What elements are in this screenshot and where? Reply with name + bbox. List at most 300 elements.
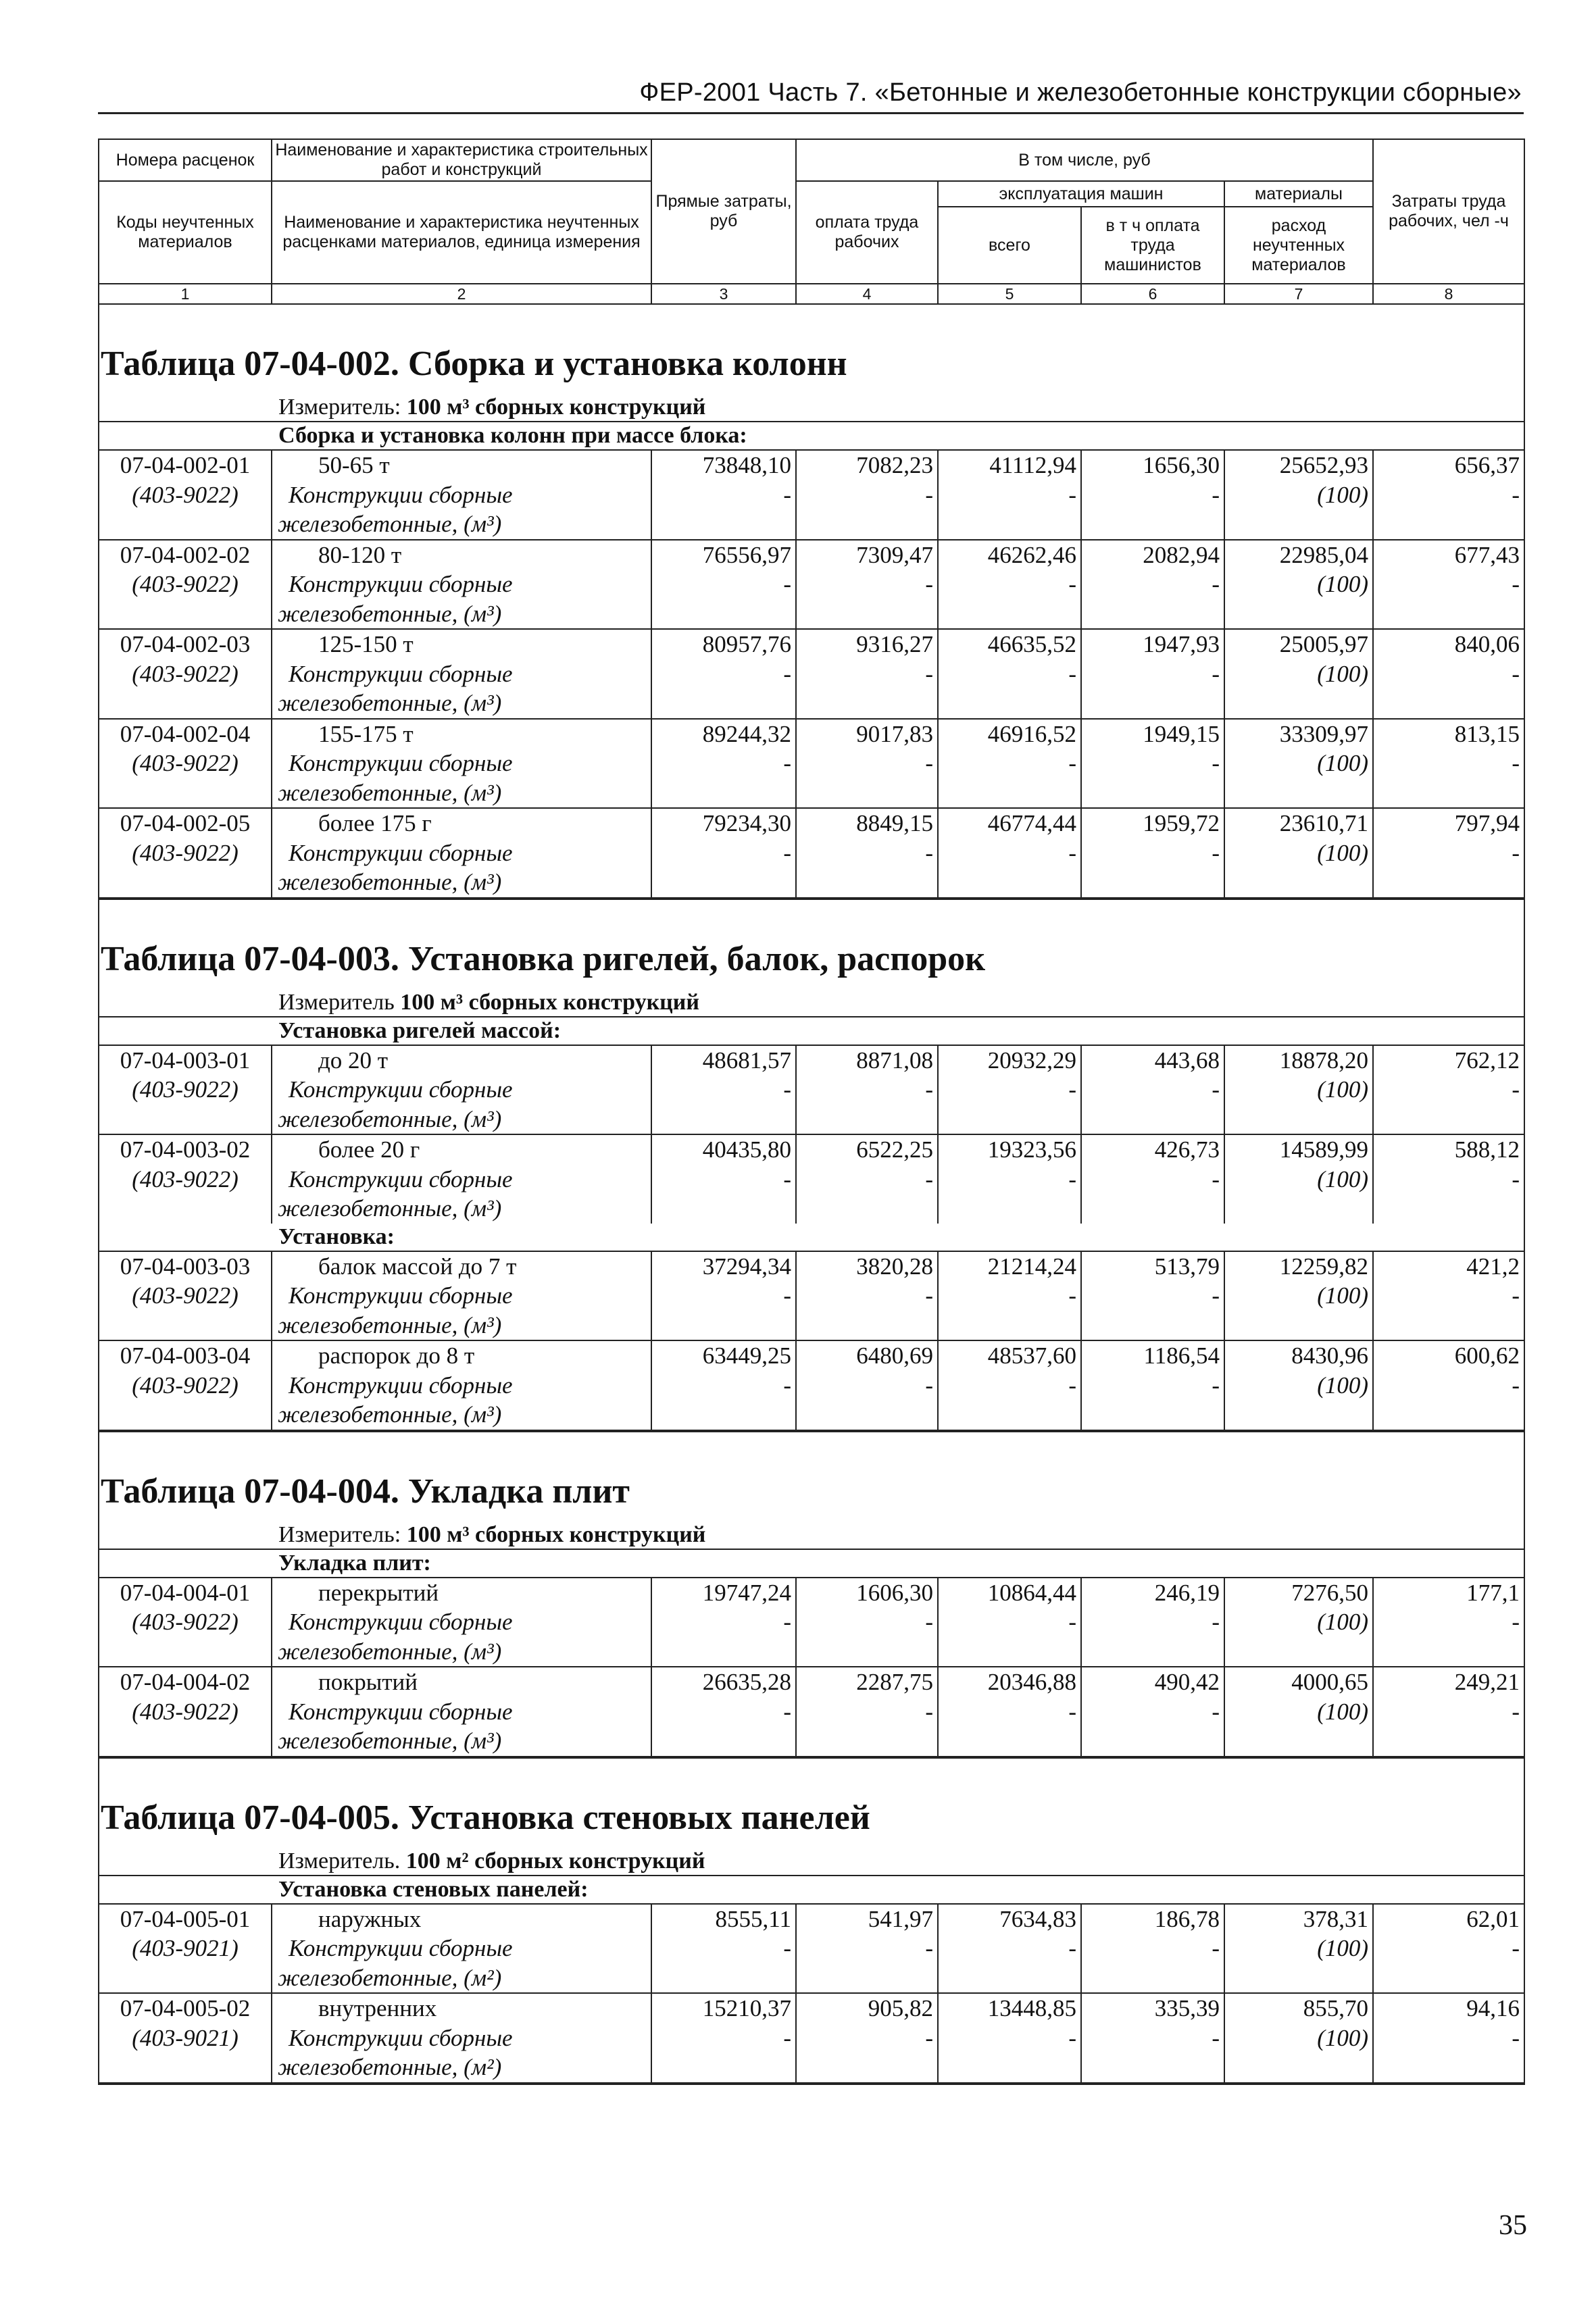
measure-unit <box>99 989 1524 1017</box>
material-code: (403-9022) <box>99 749 272 778</box>
page-number: 35 <box>1499 2210 1527 2241</box>
header-number-5: 5 <box>938 284 1081 304</box>
dash: - <box>1373 1697 1524 1727</box>
subheader: Установка стеновых панелей: <box>99 1876 1524 1904</box>
header-labor-pay: оплата труда рабочих <box>796 181 938 284</box>
dash: - <box>796 1697 938 1727</box>
material-qty: (100) <box>1224 480 1373 510</box>
value-materials: 4000,65 <box>1224 1667 1373 1697</box>
material-code: (403-9022) <box>99 659 272 689</box>
table-title: Таблица 07-04-004. Укладка плит <box>99 1432 1524 1521</box>
value-materials: 22985,04 <box>1224 540 1373 570</box>
value-mach: 46262,46 <box>938 540 1081 570</box>
rate-code: 07-04-002-04 <box>99 719 272 749</box>
table-title: Таблица 07-04-002. Сборка и установка колонн <box>99 304 1524 394</box>
material-unit-text: железобетонные, (м²) <box>278 2054 502 2080</box>
header-machines: эксплуатация машин <box>938 181 1224 207</box>
dash: - <box>1081 570 1224 599</box>
table-row <box>99 450 1524 480</box>
dash: - <box>1373 1607 1524 1637</box>
table-row <box>99 1045 1524 1076</box>
dash: - <box>1081 1697 1224 1727</box>
material-name <box>272 838 651 868</box>
material-qty: (100) <box>1224 1607 1373 1637</box>
material-qty: (100) <box>1224 838 1373 868</box>
material-unit-text: железобетонные, (м³) <box>278 1311 502 1338</box>
dash: - <box>938 480 1081 510</box>
dash: - <box>651 1281 796 1311</box>
header-number-3: 3 <box>651 284 796 304</box>
work-name <box>272 1340 651 1371</box>
material-name-cont <box>272 2053 651 2083</box>
dash: - <box>651 838 796 868</box>
value-mach-labor: 1959,72 <box>1081 808 1224 838</box>
value-mach: 48537,60 <box>938 1340 1081 1371</box>
material-code: (403-9022) <box>99 838 272 868</box>
dash: - <box>796 1934 938 1963</box>
material-unit-text: железобетонные, (м³) <box>278 1638 502 1665</box>
value-direct: 8555,11 <box>651 1904 796 1934</box>
value-mach-labor: 246,19 <box>1081 1578 1224 1608</box>
rate-code: 07-04-003-01 <box>99 1045 272 1076</box>
dash: - <box>651 1165 796 1194</box>
dash: - <box>796 1607 938 1637</box>
value-labor: 9316,27 <box>796 629 938 659</box>
value-hours: 62,01 <box>1373 1904 1524 1934</box>
header-rule <box>98 112 1524 114</box>
material-unit-text: железобетонные, (м³) <box>278 779 502 806</box>
dash: - <box>651 2023 796 2053</box>
value-materials: 12259,82 <box>1224 1251 1373 1282</box>
rate-code: 07-04-002-02 <box>99 540 272 570</box>
dash: - <box>938 1165 1081 1194</box>
table-row <box>99 540 1524 570</box>
work-name-text: 80-120 т <box>318 541 402 568</box>
work-name <box>272 629 651 659</box>
rate-code: 07-04-003-02 <box>99 1134 272 1165</box>
value-mach-labor: 335,39 <box>1081 1993 1224 2023</box>
material-code: (403-9022) <box>99 480 272 510</box>
value-hours: 840,06 <box>1373 629 1524 659</box>
material-unit-text: железобетонные, (м³) <box>278 1105 502 1132</box>
header-number-4: 4 <box>796 284 938 304</box>
work-name <box>272 1134 651 1165</box>
table-row <box>99 1134 1524 1165</box>
material-qty: (100) <box>1224 1697 1373 1727</box>
dash: - <box>651 570 796 599</box>
work-name-text: наружных <box>318 1905 422 1932</box>
dash: - <box>796 659 938 689</box>
value-mach: 21214,24 <box>938 1251 1081 1282</box>
work-name-text: 125-150 т <box>318 631 414 657</box>
value-materials: 855,70 <box>1224 1993 1373 2023</box>
value-labor: 541,97 <box>796 1904 938 1934</box>
work-name-text: более 175 г <box>318 810 432 836</box>
material-name-text: Конструкции сборные <box>289 571 513 597</box>
dash: - <box>938 1697 1081 1727</box>
rate-code: 07-04-004-01 <box>99 1578 272 1608</box>
material-name <box>272 1371 651 1401</box>
material-code: (403-9022) <box>99 1371 272 1401</box>
material-name-text: Конструкции сборные <box>289 1165 513 1192</box>
material-code: (403-9022) <box>99 1165 272 1194</box>
value-labor: 7082,23 <box>796 450 938 480</box>
material-name-cont <box>272 1194 651 1224</box>
value-mach: 46635,52 <box>938 629 1081 659</box>
material-name <box>272 1075 651 1105</box>
dash: - <box>1081 659 1224 689</box>
dash: - <box>1373 838 1524 868</box>
dash: - <box>651 1607 796 1637</box>
value-hours: 762,12 <box>1373 1045 1524 1076</box>
material-code: (403-9022) <box>99 1075 272 1105</box>
work-name-text: покрытий <box>318 1669 418 1695</box>
dash: - <box>938 570 1081 599</box>
value-materials: 33309,97 <box>1224 719 1373 749</box>
value-hours: 588,12 <box>1373 1134 1524 1165</box>
material-unit-text: железобетонные, (м³) <box>278 1728 502 1754</box>
material-name-cont <box>272 1726 651 1757</box>
rate-code: 07-04-002-05 <box>99 808 272 838</box>
material-qty: (100) <box>1224 1165 1373 1194</box>
material-qty: (100) <box>1224 659 1373 689</box>
material-name-text: Конструкции сборные <box>289 1372 513 1399</box>
work-name-text: более 20 г <box>318 1136 420 1163</box>
dash: - <box>938 1075 1081 1105</box>
subheader: Укладка плит: <box>99 1549 1524 1578</box>
dash: - <box>1081 1075 1224 1105</box>
header-number-6: 6 <box>1081 284 1224 304</box>
work-name-text: перекрытий <box>318 1579 439 1606</box>
dash: - <box>1081 1165 1224 1194</box>
measure-label: Измеритель. <box>278 1848 401 1873</box>
work-name-text: 50-65 т <box>318 452 390 478</box>
value-mach: 7634,83 <box>938 1904 1081 1934</box>
value-labor: 9017,83 <box>796 719 938 749</box>
subheader: Сборка и установка колонн при массе блока: <box>99 422 1524 450</box>
measure-value: 100 м³ сборных конструкций <box>400 989 699 1015</box>
header-number-1: 1 <box>99 284 272 304</box>
material-name-text: Конструкции сборные <box>289 1076 513 1103</box>
material-name-cont <box>272 1311 651 1341</box>
material-code: (403-9022) <box>99 570 272 599</box>
dash: - <box>938 1371 1081 1401</box>
dash: - <box>1373 1934 1524 1963</box>
work-name <box>272 540 651 570</box>
value-mach-labor: 186,78 <box>1081 1904 1224 1934</box>
header-number-7: 7 <box>1224 284 1373 304</box>
dash: - <box>1373 1371 1524 1401</box>
value-mach-labor: 1186,54 <box>1081 1340 1224 1371</box>
material-unit-text: железобетонные, (м³) <box>278 690 502 716</box>
header-col1-top: Номера расценок <box>99 139 272 181</box>
dash: - <box>651 480 796 510</box>
material-name <box>272 1607 651 1637</box>
value-mach-labor: 1656,30 <box>1081 450 1224 480</box>
work-name <box>272 450 651 480</box>
table-title: Таблица 07-04-003. Установка ригелей, балок, распорок <box>99 899 1524 989</box>
header-number-8: 8 <box>1373 284 1524 304</box>
material-name <box>272 1281 651 1311</box>
dash: - <box>796 838 938 868</box>
value-direct: 79234,30 <box>651 808 796 838</box>
table-row <box>99 1904 1524 1934</box>
value-hours: 677,43 <box>1373 540 1524 570</box>
dash: - <box>938 1281 1081 1311</box>
material-qty: (100) <box>1224 749 1373 778</box>
material-name-text: Конструкции сборные <box>289 1935 513 1961</box>
value-mach-labor: 1947,93 <box>1081 629 1224 659</box>
work-name <box>272 808 651 838</box>
value-direct: 15210,37 <box>651 1993 796 2023</box>
value-direct: 40435,80 <box>651 1134 796 1165</box>
rates-table <box>98 139 1525 2085</box>
work-name-text: балок массой до 7 т <box>318 1253 517 1280</box>
value-direct: 48681,57 <box>651 1045 796 1076</box>
measure-unit <box>99 394 1524 422</box>
material-unit-text: железобетонные, (м³) <box>278 511 502 537</box>
material-name-text: Конструкции сборные <box>289 839 513 866</box>
value-hours: 813,15 <box>1373 719 1524 749</box>
dash: - <box>796 1281 938 1311</box>
header-machines-total: всего <box>938 207 1081 284</box>
material-name-cont <box>272 1963 651 1994</box>
value-mach-labor: 490,42 <box>1081 1667 1224 1697</box>
header-materials: материалы <box>1224 181 1373 207</box>
value-mach-labor: 513,79 <box>1081 1251 1224 1282</box>
header-group: В том числе, руб <box>796 139 1373 181</box>
dash: - <box>1373 749 1524 778</box>
value-labor: 6522,25 <box>796 1134 938 1165</box>
value-direct: 37294,34 <box>651 1251 796 1282</box>
material-name-text: Конструкции сборные <box>289 1698 513 1725</box>
dash: - <box>796 480 938 510</box>
value-materials: 25652,93 <box>1224 450 1373 480</box>
dash: - <box>938 838 1081 868</box>
value-labor: 6480,69 <box>796 1340 938 1371</box>
material-name-cont <box>272 599 651 630</box>
material-name-cont <box>272 1400 651 1430</box>
value-mach: 46916,52 <box>938 719 1081 749</box>
running-head: ФЕР-2001 Часть 7. «Бетонные и железобетонные конструкции сборные» <box>639 78 1522 107</box>
material-name-cont <box>272 867 651 898</box>
material-name-text: Конструкции сборные <box>289 481 513 508</box>
value-materials: 18878,20 <box>1224 1045 1373 1076</box>
value-hours: 656,37 <box>1373 450 1524 480</box>
material-code: (403-9022) <box>99 1607 272 1637</box>
table-row <box>99 808 1524 838</box>
material-unit-text: железобетонные, (м³) <box>278 1195 502 1222</box>
value-hours: 177,1 <box>1373 1578 1524 1608</box>
value-mach: 20932,29 <box>938 1045 1081 1076</box>
subheader: Установка: <box>99 1224 1524 1251</box>
material-unit-text: железобетонные, (м³) <box>278 1401 502 1428</box>
dash: - <box>651 1934 796 1963</box>
work-name-text: 155-175 т <box>318 720 414 747</box>
value-direct: 26635,28 <box>651 1667 796 1697</box>
dash: - <box>796 2023 938 2053</box>
dash: - <box>796 1371 938 1401</box>
table-row <box>99 1340 1524 1371</box>
header-col2-top: Наименование и характеристика строительных работ и конструкций <box>272 139 651 181</box>
value-hours: 94,16 <box>1373 1993 1524 2023</box>
table-row <box>99 1667 1524 1697</box>
material-qty: (100) <box>1224 1075 1373 1105</box>
material-name <box>272 1934 651 1963</box>
value-hours: 797,94 <box>1373 808 1524 838</box>
material-code: (403-9022) <box>99 1697 272 1727</box>
value-direct: 80957,76 <box>651 629 796 659</box>
measure-unit <box>99 1848 1524 1876</box>
header-labor-hours: Затраты труда рабочих, чел -ч <box>1373 139 1524 284</box>
material-qty: (100) <box>1224 1934 1373 1963</box>
dash: - <box>1081 838 1224 868</box>
value-mach-labor: 2082,94 <box>1081 540 1224 570</box>
value-labor: 3820,28 <box>796 1251 938 1282</box>
measure-label: Измеритель: <box>278 395 401 420</box>
value-hours: 600,62 <box>1373 1340 1524 1371</box>
value-mach-labor: 1949,15 <box>1081 719 1224 749</box>
table-row <box>99 1578 1524 1608</box>
value-labor: 905,82 <box>796 1993 938 2023</box>
subheader: Установка ригелей массой: <box>99 1017 1524 1045</box>
material-code: (403-9021) <box>99 2023 272 2053</box>
material-name-text: Конструкции сборные <box>289 2024 513 2051</box>
measure-unit <box>99 1521 1524 1549</box>
work-name <box>272 1993 651 2023</box>
table-row <box>99 1993 1524 2023</box>
measure-label: Измеритель <box>278 989 395 1015</box>
value-labor: 8849,15 <box>796 808 938 838</box>
material-qty: (100) <box>1224 1371 1373 1401</box>
material-unit-text: железобетонные, (м³) <box>278 600 502 627</box>
dash: - <box>1373 1165 1524 1194</box>
value-mach: 13448,85 <box>938 1993 1081 2023</box>
material-name <box>272 659 651 689</box>
rate-code: 07-04-003-04 <box>99 1340 272 1371</box>
header-machinist-pay: в т ч оплата труда машинистов <box>1081 207 1224 284</box>
material-qty: (100) <box>1224 570 1373 599</box>
dash: - <box>796 749 938 778</box>
dash: - <box>796 1165 938 1194</box>
dash: - <box>938 2023 1081 2053</box>
dash: - <box>1373 1075 1524 1105</box>
dash: - <box>1373 659 1524 689</box>
value-mach-labor: 426,73 <box>1081 1134 1224 1165</box>
value-labor: 1606,30 <box>796 1578 938 1608</box>
value-labor: 2287,75 <box>796 1667 938 1697</box>
value-direct: 19747,24 <box>651 1578 796 1608</box>
material-name <box>272 2023 651 2053</box>
value-mach-labor: 443,68 <box>1081 1045 1224 1076</box>
value-labor: 8871,08 <box>796 1045 938 1076</box>
work-name <box>272 1904 651 1934</box>
dash: - <box>1081 1371 1224 1401</box>
material-name-cont <box>272 509 651 540</box>
value-materials: 8430,96 <box>1224 1340 1373 1371</box>
material-name-cont <box>272 1105 651 1135</box>
value-hours: 421,2 <box>1373 1251 1524 1282</box>
dash: - <box>1081 480 1224 510</box>
table-row <box>99 1251 1524 1282</box>
material-name-cont <box>272 688 651 719</box>
dash: - <box>1081 749 1224 778</box>
measure-value: 100 м² сборных конструкций <box>405 1848 705 1873</box>
dash: - <box>938 1934 1081 1963</box>
dash: - <box>796 570 938 599</box>
value-materials: 25005,97 <box>1224 629 1373 659</box>
header-number-2: 2 <box>272 284 651 304</box>
header-direct-costs: Прямые затраты, руб <box>651 139 796 284</box>
header-material-usage: расход неучтенных материалов <box>1224 207 1373 284</box>
material-name <box>272 570 651 599</box>
dash: - <box>1081 1607 1224 1637</box>
dash: - <box>796 1075 938 1105</box>
material-name <box>272 480 651 510</box>
value-direct: 76556,97 <box>651 540 796 570</box>
material-code: (403-9022) <box>99 1281 272 1311</box>
table-row <box>99 719 1524 749</box>
material-name-text: Конструкции сборные <box>289 1282 513 1309</box>
dash: - <box>1373 570 1524 599</box>
dash: - <box>651 1371 796 1401</box>
dash: - <box>651 1697 796 1727</box>
dash: - <box>1373 1281 1524 1311</box>
dash: - <box>651 659 796 689</box>
dash: - <box>1373 2023 1524 2053</box>
dash: - <box>938 659 1081 689</box>
material-name <box>272 1165 651 1194</box>
rate-code: 07-04-004-02 <box>99 1667 272 1697</box>
dash: - <box>1373 480 1524 510</box>
value-direct: 63449,25 <box>651 1340 796 1371</box>
material-name-cont <box>272 778 651 809</box>
measure-value: 100 м³ сборных конструкций <box>406 1521 706 1547</box>
material-unit-text: железобетонные, (м³) <box>278 869 502 895</box>
value-direct: 89244,32 <box>651 719 796 749</box>
work-name <box>272 1578 651 1608</box>
material-name <box>272 1697 651 1727</box>
value-direct: 73848,10 <box>651 450 796 480</box>
value-mach: 41112,94 <box>938 450 1081 480</box>
measure-label: Измеритель: <box>278 1521 401 1547</box>
value-mach: 19323,56 <box>938 1134 1081 1165</box>
value-labor: 7309,47 <box>796 540 938 570</box>
material-code: (403-9021) <box>99 1934 272 1963</box>
work-name-text: внутренних <box>318 1995 437 2021</box>
value-mach: 20346,88 <box>938 1667 1081 1697</box>
work-name-text: распорок до 8 т <box>318 1342 475 1369</box>
material-name-text: Конструкции сборные <box>289 750 513 776</box>
dash: - <box>938 749 1081 778</box>
work-name <box>272 1667 651 1697</box>
table-title: Таблица 07-04-005. Установка стеновых панелей <box>99 1758 1524 1848</box>
material-qty: (100) <box>1224 2023 1373 2053</box>
material-name-text: Конструкции сборные <box>289 660 513 687</box>
value-materials: 14589,99 <box>1224 1134 1373 1165</box>
material-name-cont <box>272 1637 651 1667</box>
rate-code: 07-04-003-03 <box>99 1251 272 1282</box>
value-mach: 10864,44 <box>938 1578 1081 1608</box>
value-mach: 46774,44 <box>938 808 1081 838</box>
value-materials: 23610,71 <box>1224 808 1373 838</box>
dash: - <box>1081 1281 1224 1311</box>
material-unit-text: железобетонные, (м²) <box>278 1964 502 1991</box>
material-name <box>272 749 651 778</box>
work-name <box>272 1251 651 1282</box>
rate-code: 07-04-005-02 <box>99 1993 272 2023</box>
rate-code: 07-04-002-03 <box>99 629 272 659</box>
